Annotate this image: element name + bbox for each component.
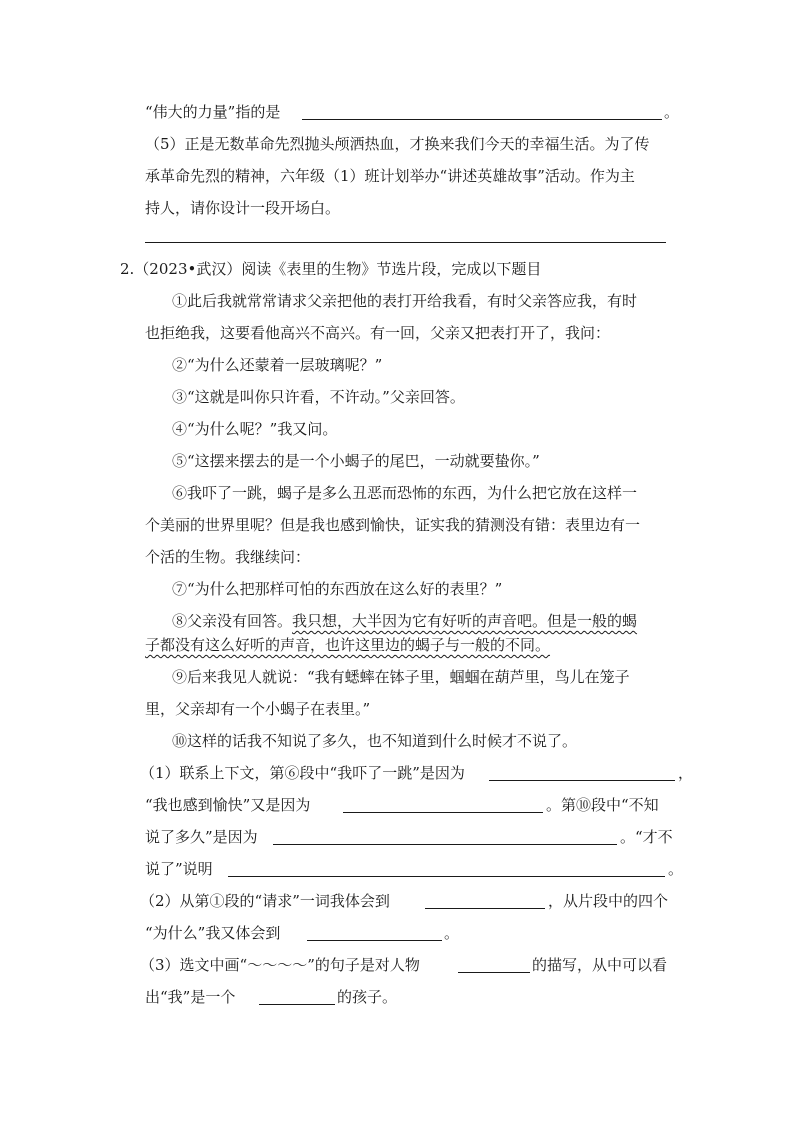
passage-p6-line1 <box>0 480 794 506</box>
s2-text-c: “为什么”我又体会到 <box>145 924 281 942</box>
passage-text: 里，父亲却有一个小蝎子在表里。” <box>145 700 371 718</box>
passage-text: ⑩这样的话我不知说了多久，也不知道到什么时候才不说了。 <box>172 732 578 750</box>
s1-text-c: “我也感到愉快”又是因为 <box>145 796 311 814</box>
s3-text-a: （3）选文中画“～～～～”的句子是对人物 <box>140 956 420 974</box>
passage-p3 <box>0 384 794 410</box>
passage-text: 个活的生物。我继续问： <box>145 548 311 566</box>
s1-line-3 <box>0 824 794 850</box>
passage-p1-line2 <box>0 320 794 346</box>
wavy-underlined-sentence: 我只想，大半因为它有好听的声音吧。但是一般的蝎 <box>292 612 638 630</box>
s1-text-d: 。第⑩段中“不知 <box>546 796 659 814</box>
s2-text-d: 。 <box>444 924 460 942</box>
q5-text-2: 承革命先烈的精神，六年级（1）班计划举办“讲述英雄故事”活动。作为主 <box>145 167 635 185</box>
passage-p8-line2 <box>0 632 794 658</box>
s3-text-b: 的描写，从中可以看 <box>532 956 668 974</box>
q5-line-3 <box>0 195 794 221</box>
s1-blank-how-long[interactable] <box>273 826 617 845</box>
passage-p5 <box>0 448 794 474</box>
q2-title <box>0 256 794 282</box>
passage-text: ⑤“这摆来摆去的是一个小蝎子的尾巴，一动就要蛰你。” <box>172 452 540 470</box>
s2-blank-why[interactable] <box>307 922 442 941</box>
q1-power-text: “伟大的力量”指的是 <box>145 103 281 121</box>
passage-p7 <box>0 576 794 602</box>
s1-blank-stopped[interactable] <box>228 858 665 877</box>
passage-text: ④“为什么呢？”我又问。 <box>172 420 338 438</box>
s3-blank-description[interactable] <box>458 954 530 973</box>
passage-p9-line2 <box>0 696 794 722</box>
passage-p10 <box>0 728 794 754</box>
s3-line-2 <box>0 984 794 1010</box>
passage-p4 <box>0 416 794 442</box>
s2-text-a: （2）从第①段的“请求”一词我体会到 <box>140 892 390 910</box>
q5-text-3: 持人，请你设计一段开场白。 <box>145 199 341 217</box>
s1-text-e: 说了多久”是因为 <box>145 828 258 846</box>
passage-text: ②“为什么还蒙着一层玻璃呢？” <box>172 356 383 374</box>
s1-text-a: （1）联系上下文，第⑥段中“我吓了一跳”是因为 <box>140 764 465 782</box>
s1-blank-happy[interactable] <box>343 794 543 813</box>
s2-line-1 <box>0 888 794 914</box>
passage-p2 <box>0 352 794 378</box>
passage-p6-line2 <box>0 512 794 538</box>
q5-line-1 <box>0 131 794 157</box>
s1-line-2 <box>0 792 794 818</box>
passage-p8-line1-content <box>172 608 637 634</box>
s1-blank-scared[interactable] <box>489 762 675 781</box>
passage-p1-line1 <box>0 288 794 314</box>
passage-p8-line1 <box>0 608 794 634</box>
passage-text: ⑧父亲没有回答。 <box>172 612 293 630</box>
s2-blank-request[interactable] <box>425 890 545 909</box>
q2-title-text: 2.（2023•武汉）阅读《表里的生物》节选片段，完成以下题目 <box>120 260 542 278</box>
q5-answer-blank[interactable] <box>145 242 666 243</box>
passage-p6-line3 <box>0 544 794 570</box>
s3-text-c: 出“我”是一个 <box>145 988 236 1006</box>
passage-text: ⑦“为什么把那样可怕的东西放在这么好的表里？” <box>172 580 503 598</box>
q1-power-end: 。 <box>664 103 680 121</box>
passage-text: 个美丽的世界里呢？但是我也感到愉快，证实我的猜测没有错：表里边有一 <box>145 516 641 534</box>
passage-text: ③“这就是叫你只许看，不许动。”父亲回答。 <box>172 388 465 406</box>
q1-line-power <box>0 99 794 125</box>
s3-blank-child[interactable] <box>259 986 335 1005</box>
s3-line-1 <box>0 952 794 978</box>
s2-text-b: ，从片段中的四个 <box>548 892 669 910</box>
q1-power-blank[interactable] <box>302 101 662 120</box>
passage-p9-line1 <box>0 664 794 690</box>
s1-line-4 <box>0 856 794 882</box>
passage-text: ⑥我吓了一跳，蝎子是多么丑恶而恐怖的东西，为什么把它放在这样一 <box>172 484 638 502</box>
q5-text-1: （5）正是无数革命先烈抛头颅洒热血，才换来我们今天的幸福生活。为了传 <box>145 135 650 153</box>
passage-text: 也拒绝我，这要看他高兴不高兴。有一回，父亲又把表打开了，我问： <box>145 324 611 342</box>
passage-text: ①此后我就常常请求父亲把他的表打开给我看，有时父亲答应我，有时 <box>172 292 638 310</box>
s1-text-g: 说了”说明 <box>145 860 213 878</box>
passage-text: ⑨后来我见人就说：“我有蟋蟀在钵子里，蝈蝈在葫芦里，鸟儿在笼子 <box>172 668 630 686</box>
s1-text-f: 。“才不 <box>620 828 673 846</box>
q5-line-2 <box>0 163 794 189</box>
s2-line-2 <box>0 920 794 946</box>
s3-text-d: 的孩子。 <box>337 988 398 1006</box>
s1-line-1 <box>0 760 794 786</box>
s1-text-b: ， <box>678 764 694 782</box>
s1-text-h: 。 <box>668 860 684 878</box>
wavy-underlined-sentence: 子都没有这么好听的声音，也许这里边的蝎子与一般的不同。 <box>145 636 551 654</box>
